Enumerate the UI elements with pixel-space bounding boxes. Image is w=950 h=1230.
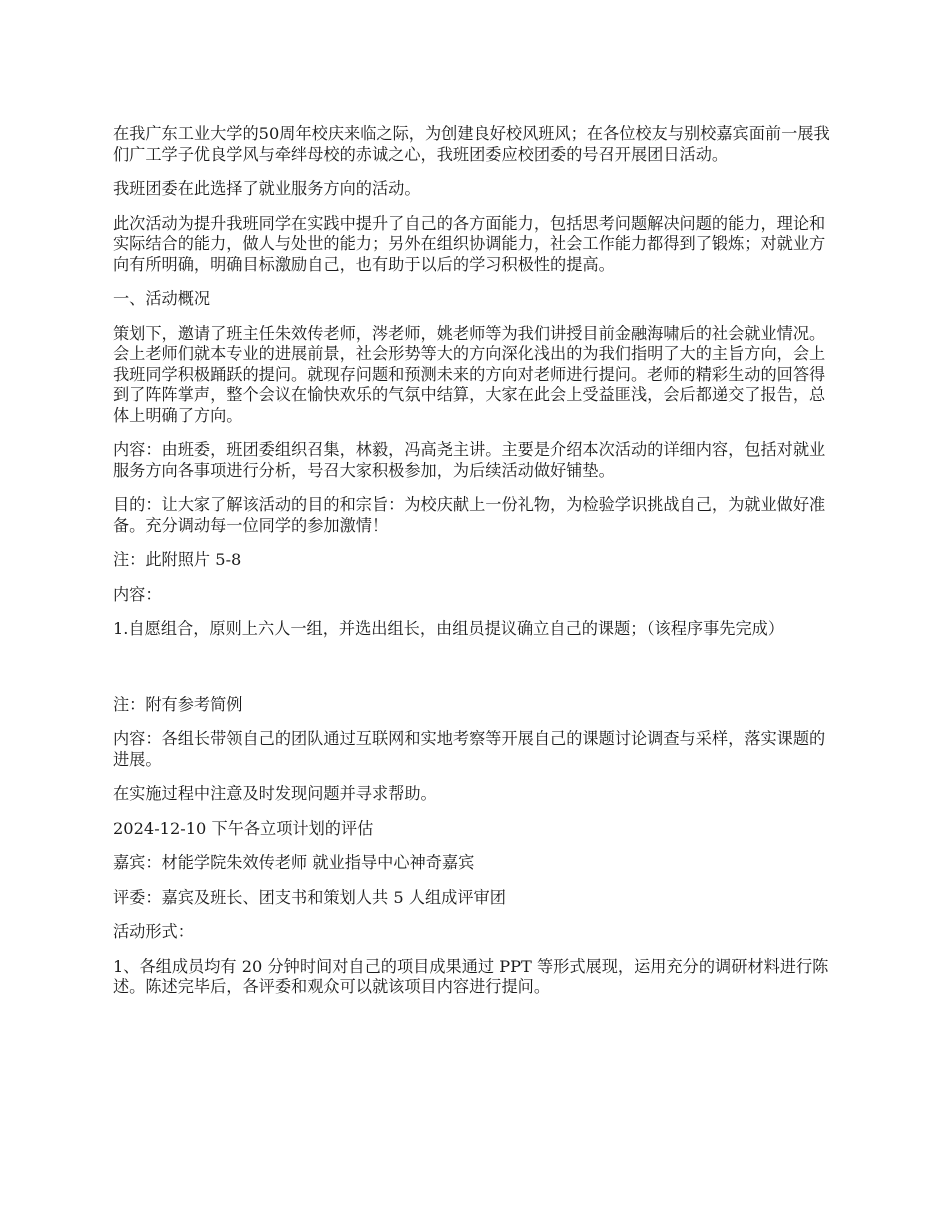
judges-line: 评委：嘉宾及班长、团支书和策划人共 5 人组成评审团 <box>113 887 506 907</box>
intro-paragraph: 在我广东工业大学的50周年校庆来临之际，为创建良好校风班风；在各位校友与别校嘉宾面前一展我们广工学子优良学风与牵绊母校的赤诚之心，我班团委应校团委的号召开展团日活动。 <box>113 124 830 164</box>
guests-line: 嘉宾：材能学院朱效传老师 就业指导中心神奇嘉宾 <box>113 853 475 872</box>
activity-format-label: 活动形式： <box>113 922 194 941</box>
photo-note: 注：此附照片 5-8 <box>113 550 242 569</box>
activity-benefit-paragraph: 此次活动为提升我班同学在实践中提升了自己的各方面能力，包括思考问题解决问题的能力，理论和实际结合的能力，做人与处世的能力；另外在组织协调能力，社会工作能力都得到了锻炼；对就业方向有所明确，明确目标激励自己，也有助于以后的学习积极性的提高。 <box>113 213 826 274</box>
content-label: 内容： <box>113 584 162 604</box>
activity-choice-paragraph: 我班团委在此选择了就业服务方向的活动。 <box>113 179 421 198</box>
content-paragraph: 内容：由班委，班团委组织召集，林毅，冯高尧主讲。主要是介绍本次活动的详细内容，包括对就业服务方向各事项进行分析，号召大家积极参加，为后续活动做好铺垫。 <box>113 440 826 480</box>
purpose-paragraph: 目的：让大家了解该活动的目的和宗旨：为校庆献上一份礼物，为检验学识挑战自己，为就业做好准备。充分调动每一位同学的参加激情！ <box>113 495 826 535</box>
evaluation-date: 2024-12-10 下午各立项计划的评估 <box>113 818 374 838</box>
document-body <box>113 124 841 1012</box>
reference-note: 注：附有参考简例 <box>113 694 243 714</box>
overview-paragraph: 策划下，邀请了班主任朱效传老师，涔老师，姚老师等为我们讲授目前金融海啸后的社会就业情况。会上老师们就本专业的进展前景，社会形势等大的方向深化浅出的为我们指明了大的主旨方向，会上我班同学积极踊跃的提问。就现存问题和预测未来的方向对老师进行提问。老师的精彩生动的回答得到了阵阵掌声，整个会议在愉快欢乐的气氛中结算，大家在此会上受益匪浅，会后都递交了报告，总体上明确了方向。 <box>113 323 826 425</box>
section-heading-overview: 一、活动概况 <box>113 289 211 308</box>
group-research-paragraph: 内容：各组长带领自己的团队通过互联网和实地考察等开展自己的课题讨论调查与采样，落实课题的进展。 <box>113 729 826 769</box>
activity-format-item: 1、各组成员均有 20 分钟时间对自己的项目成果通过 PPT 等形式展现，运用充分的调研材料进行陈述。陈述完毕后，各评委和观众可以就该项目内容进行提问。 <box>113 956 829 996</box>
help-paragraph: 在实施过程中注意及时发现问题并寻求帮助。 <box>113 784 437 803</box>
grouping-item: 1.自愿组合，原则上六人一组，并选出组长，由组员提议确立自己的课题；（该程序事先完成） <box>113 619 785 638</box>
